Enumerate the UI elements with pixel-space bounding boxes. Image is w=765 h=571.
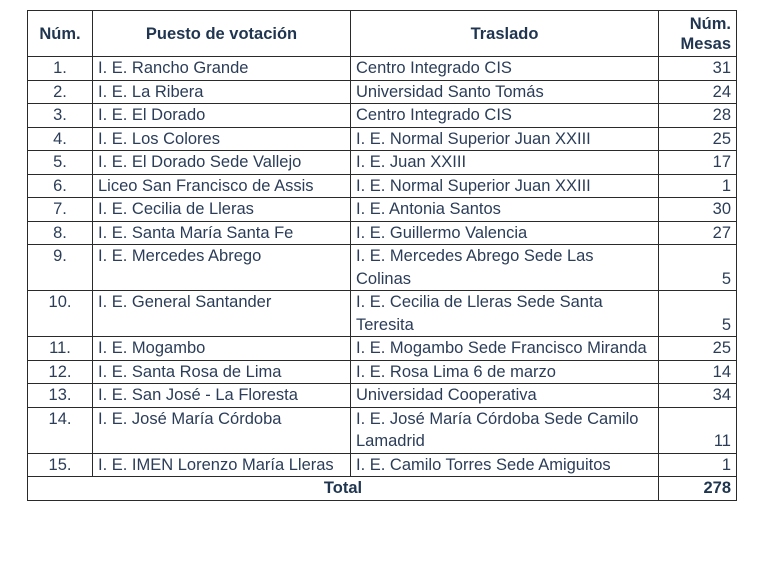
cell-puesto: I. E. San José - La Floresta bbox=[93, 384, 351, 408]
table-row bbox=[28, 360, 737, 384]
cell-mesas: 25 bbox=[659, 127, 737, 151]
cell-mesas: 34 bbox=[659, 384, 737, 408]
header-mesas-line1: Núm. bbox=[689, 14, 731, 33]
cell-traslado: I. E. Mercedes Abrego Sede Las Colinas bbox=[351, 245, 659, 291]
cell-traslado: I. E. Juan XXIII bbox=[351, 151, 659, 175]
cell-mesas: 5 bbox=[659, 291, 737, 337]
table-row bbox=[28, 221, 737, 245]
cell-puesto: I. E. José María Córdoba bbox=[93, 407, 351, 453]
table-row bbox=[28, 245, 737, 291]
header-mesas bbox=[659, 11, 737, 57]
cell-num: 4. bbox=[28, 127, 93, 151]
cell-puesto: I. E. Mercedes Abrego bbox=[93, 245, 351, 291]
cell-mesas: 30 bbox=[659, 198, 737, 222]
cell-num: 11. bbox=[28, 337, 93, 361]
cell-puesto: I. E. Rancho Grande bbox=[93, 57, 351, 81]
cell-num: 13. bbox=[28, 384, 93, 408]
cell-num: 14. bbox=[28, 407, 93, 453]
table-row bbox=[28, 291, 737, 337]
cell-num: 10. bbox=[28, 291, 93, 337]
cell-num: 9. bbox=[28, 245, 93, 291]
cell-num: 8. bbox=[28, 221, 93, 245]
header-num: Núm. bbox=[28, 11, 93, 57]
total-row bbox=[28, 477, 737, 501]
cell-num: 15. bbox=[28, 453, 93, 477]
cell-traslado: Centro Integrado CIS bbox=[351, 57, 659, 81]
cell-puesto: I. E. La Ribera bbox=[93, 80, 351, 104]
cell-traslado: Universidad Cooperativa bbox=[351, 384, 659, 408]
cell-mesas: 5 bbox=[659, 245, 737, 291]
table-row bbox=[28, 453, 737, 477]
cell-traslado: Centro Integrado CIS bbox=[351, 104, 659, 128]
cell-puesto: I. E. Cecilia de Lleras bbox=[93, 198, 351, 222]
cell-traslado: I. E. Cecilia de Lleras Sede Santa Teresita bbox=[351, 291, 659, 337]
cell-mesas: 31 bbox=[659, 57, 737, 81]
table-row bbox=[28, 151, 737, 175]
cell-puesto: I. E. Santa Rosa de Lima bbox=[93, 360, 351, 384]
cell-mesas: 1 bbox=[659, 174, 737, 198]
table-row bbox=[28, 57, 737, 81]
table-row bbox=[28, 104, 737, 128]
cell-mesas: 11 bbox=[659, 407, 737, 453]
cell-mesas: 14 bbox=[659, 360, 737, 384]
cell-puesto: I. E. Mogambo bbox=[93, 337, 351, 361]
table-row bbox=[28, 80, 737, 104]
cell-traslado: I. E. Antonia Santos bbox=[351, 198, 659, 222]
header-mesas-line2: Mesas bbox=[680, 34, 731, 53]
cell-traslado: I. E. Normal Superior Juan XXIII bbox=[351, 174, 659, 198]
cell-traslado: I. E. Camilo Torres Sede Amiguitos bbox=[351, 453, 659, 477]
cell-mesas: 24 bbox=[659, 80, 737, 104]
cell-traslado: I. E. Normal Superior Juan XXIII bbox=[351, 127, 659, 151]
table-row bbox=[28, 337, 737, 361]
polling-stations-table bbox=[27, 10, 737, 501]
cell-traslado: I. E. Mogambo Sede Francisco Miranda bbox=[351, 337, 659, 361]
cell-num: 1. bbox=[28, 57, 93, 81]
cell-mesas: 25 bbox=[659, 337, 737, 361]
cell-mesas: 28 bbox=[659, 104, 737, 128]
cell-traslado: I. E. Rosa Lima 6 de marzo bbox=[351, 360, 659, 384]
cell-puesto: I. E. El Dorado Sede Vallejo bbox=[93, 151, 351, 175]
cell-puesto: I. E. El Dorado bbox=[93, 104, 351, 128]
cell-mesas: 17 bbox=[659, 151, 737, 175]
header-traslado: Traslado bbox=[351, 11, 659, 57]
cell-mesas: 27 bbox=[659, 221, 737, 245]
header-puesto: Puesto de votación bbox=[93, 11, 351, 57]
cell-puesto: Liceo San Francisco de Assis bbox=[93, 174, 351, 198]
cell-num: 2. bbox=[28, 80, 93, 104]
cell-puesto: I. E. IMEN Lorenzo María Lleras bbox=[93, 453, 351, 477]
cell-num: 12. bbox=[28, 360, 93, 384]
cell-puesto: I. E. General Santander bbox=[93, 291, 351, 337]
cell-puesto: I. E. Los Colores bbox=[93, 127, 351, 151]
header-row bbox=[28, 11, 737, 57]
table-row bbox=[28, 384, 737, 408]
cell-num: 7. bbox=[28, 198, 93, 222]
cell-traslado: Universidad Santo Tomás bbox=[351, 80, 659, 104]
cell-num: 5. bbox=[28, 151, 93, 175]
cell-num: 3. bbox=[28, 104, 93, 128]
cell-traslado: I. E. Guillermo Valencia bbox=[351, 221, 659, 245]
table-row bbox=[28, 127, 737, 151]
cell-mesas: 1 bbox=[659, 453, 737, 477]
cell-puesto: I. E. Santa María Santa Fe bbox=[93, 221, 351, 245]
cell-traslado: I. E. José María Córdoba Sede Camilo Lamadrid bbox=[351, 407, 659, 453]
table-row bbox=[28, 174, 737, 198]
total-label: Total bbox=[28, 477, 659, 501]
cell-num: 6. bbox=[28, 174, 93, 198]
table-row bbox=[28, 407, 737, 453]
total-value: 278 bbox=[659, 477, 737, 501]
table-row bbox=[28, 198, 737, 222]
